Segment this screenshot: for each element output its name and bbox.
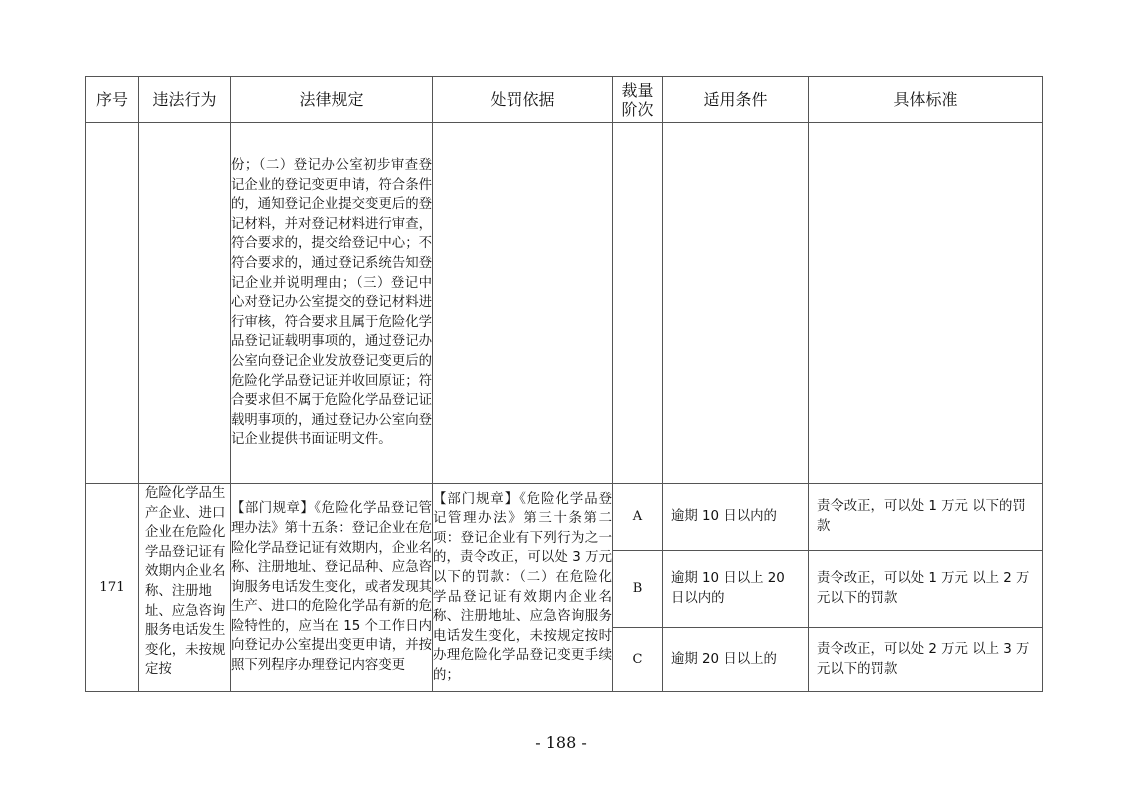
level-a: A bbox=[613, 484, 663, 551]
level-b: B bbox=[613, 551, 663, 628]
standard-a: 责令改正，可以处 1 万元 以下的罚款 bbox=[809, 484, 1043, 551]
header-level bbox=[613, 77, 663, 123]
cont-level-cell bbox=[613, 123, 663, 484]
cont-law-cell: 份；（二）登记办公室初步审查登记企业的登记变更申请，符合条件的，通知登记企业提交变更后的登记材料，并对登记材料进行审查，符合要求的，提交给登记中心；不符合要求的，通过登记系统告知登记企业并说明理由；（三）登记中心对登记办公室提交的登记材料进行审核，符合要求且属于危险化学品登记证载明事项的，通过登记办公室向登记企业发放登记变更后的危险化学品登记证并收回原证；符合要求但不属于危险化学品登记证载明事项的，通过登记办公室向登记企业提供书面证明文件。 bbox=[231, 123, 433, 484]
cont-seq-cell bbox=[86, 123, 139, 484]
penalty-discretion-table bbox=[85, 76, 1043, 692]
header-level-line1: 裁量 bbox=[621, 80, 654, 100]
header-seq: 序号 bbox=[86, 77, 139, 123]
header-standard: 具体标准 bbox=[809, 77, 1043, 123]
entry-law: 【部门规章】《危险化学品登记管理办法》第十五条：登记企业在危险化学品登记证有效期内，企业名称、注册地址、登记品种、应急咨询服务电话发生变化，或者发现其生产、进口的危险化学品有新的危险特性的，应当在 15 个工作日内向登记办公室提出变更申请，并按照下列程序办理登记内容变更 bbox=[231, 484, 433, 692]
condition-a: 逾期 10 日以内的 bbox=[663, 484, 809, 551]
continuation-row bbox=[86, 123, 1043, 484]
entry-seq: 171 bbox=[86, 484, 139, 692]
page-number: - 188 - bbox=[535, 733, 587, 752]
header-row bbox=[86, 77, 1043, 123]
cont-basis-cell bbox=[433, 123, 613, 484]
standard-c: 责令改正，可以处 2 万元 以上 3 万元以下的罚款 bbox=[809, 628, 1043, 692]
entry-violation: 危险化学品生产企业、进口企业在危险化学品登记证有效期内企业名称、注册地址、应急咨询服务电话发生变化，未按规定按 bbox=[139, 484, 231, 692]
header-violation: 违法行为 bbox=[139, 77, 231, 123]
entry-basis: 【部门规章】《危险化学品登记管理办法》第三十条第二项：登记企业有下列行为之一的，责令改正，可以处 3 万元以下的罚款：（二）在危险化学品登记证有效期内企业名称、注册地址、应急咨询服务电话发生变化，未按规定按时办理危险化学品登记变更手续的； bbox=[433, 484, 613, 692]
header-basis: 处罚依据 bbox=[433, 77, 613, 123]
cont-standard-cell bbox=[809, 123, 1043, 484]
condition-b: 逾期 10 日以上 20 日以内的 bbox=[663, 551, 809, 628]
level-c: C bbox=[613, 628, 663, 692]
header-law: 法律规定 bbox=[231, 77, 433, 123]
cont-violation-cell bbox=[139, 123, 231, 484]
header-level-line2: 阶次 bbox=[621, 99, 654, 119]
entry-row-level-a bbox=[86, 484, 1043, 551]
standard-b: 责令改正，可以处 1 万元 以上 2 万元以下的罚款 bbox=[809, 551, 1043, 628]
condition-c: 逾期 20 日以上的 bbox=[663, 628, 809, 692]
header-condition: 适用条件 bbox=[663, 77, 809, 123]
cont-condition-cell bbox=[663, 123, 809, 484]
